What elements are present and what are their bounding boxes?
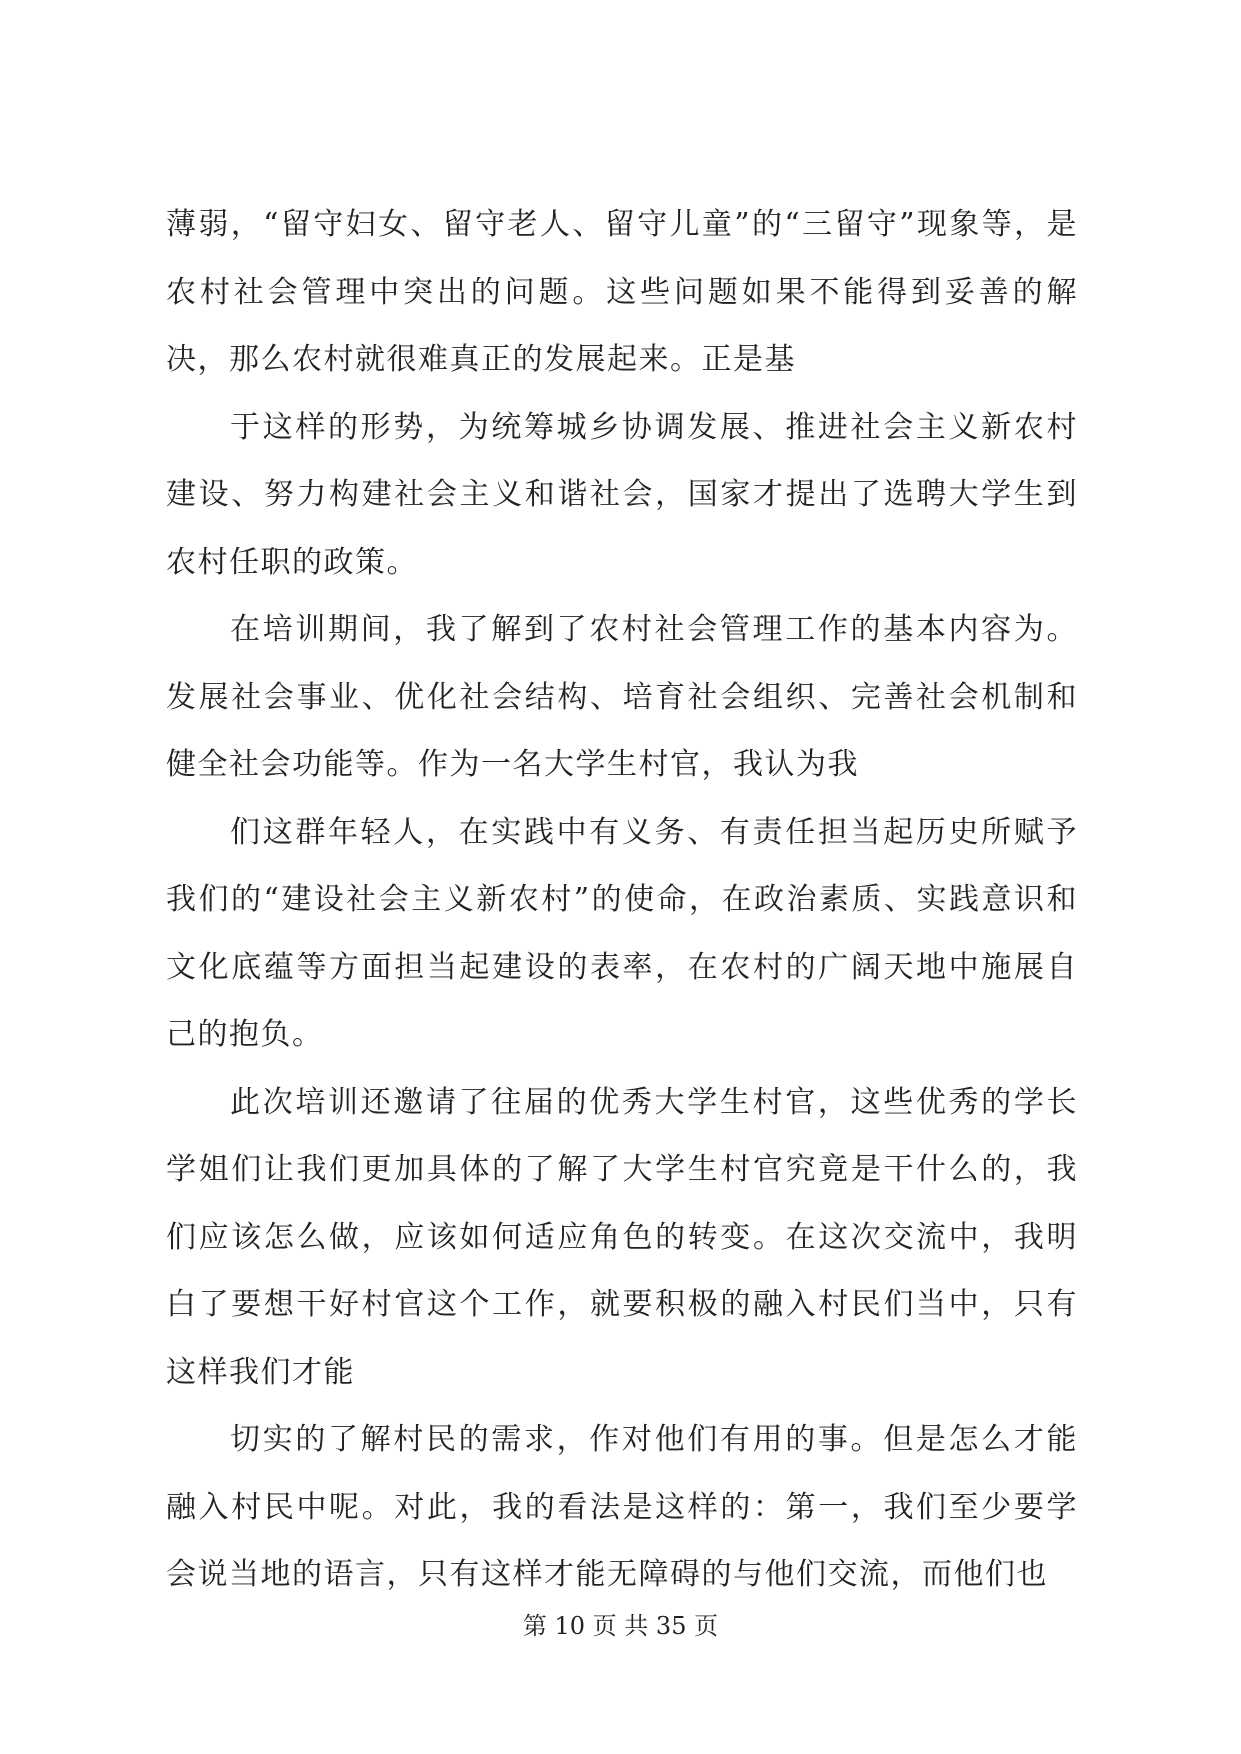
paragraph-5: 此次培训还邀请了往届的优秀大学生村官，这些优秀的学长学姐们让我们更加具体的了解了大学生村官究竟是干什么的，我们应该怎么做，应该如何适应角色的转变。在这次交流中，我明白了要想干好村官这个工作，就要积极的融入村民们当中，只有这样我们才能 xyxy=(166,1084,1078,1390)
page-footer: 第 10 页 共 35 页 xyxy=(522,1612,719,1640)
paragraph-6: 切实的了解村民的需求，作对他们有用的事。但是怎么才能融入村民中呢。对此，我的看法是这样的：第一，我们至少要学会说当地的语言，只有这样才能无障碍的与他们交流，而他们也 xyxy=(166,1422,1078,1592)
paragraph-4: 们这群年轻人，在实践中有义务、有责任担当起历史所赋予我们的“建设社会主义新农村”的使命，在政治素质、实践意识和文化底蕴等方面担当起建设的表率，在农村的广阔天地中施展自己的抱负。 xyxy=(166,814,1078,1052)
paragraph-1: 薄弱，“留守妇女、留守老人、留守儿童”的“三留守”现象等，是农村社会管理中突出的问题。这些问题如果不能得到妥善的解决，那么农村就很难真正的发展起来。正是基 xyxy=(166,207,1078,377)
body-text xyxy=(166,191,1078,1609)
paragraph-2: 于这样的形势，为统筹城乡协调发展、推进社会主义新农村建设、努力构建社会主义和谐社会，国家才提出了选聘大学生到农村任职的政策。 xyxy=(166,409,1078,580)
paragraph-3: 在培训期间，我了解到了农村社会管理工作的基本内容为。发展社会事业、优化社会结构、培育社会组织、完善社会机制和健全社会功能等。作为一名大学生村官，我认为我 xyxy=(166,612,1078,782)
